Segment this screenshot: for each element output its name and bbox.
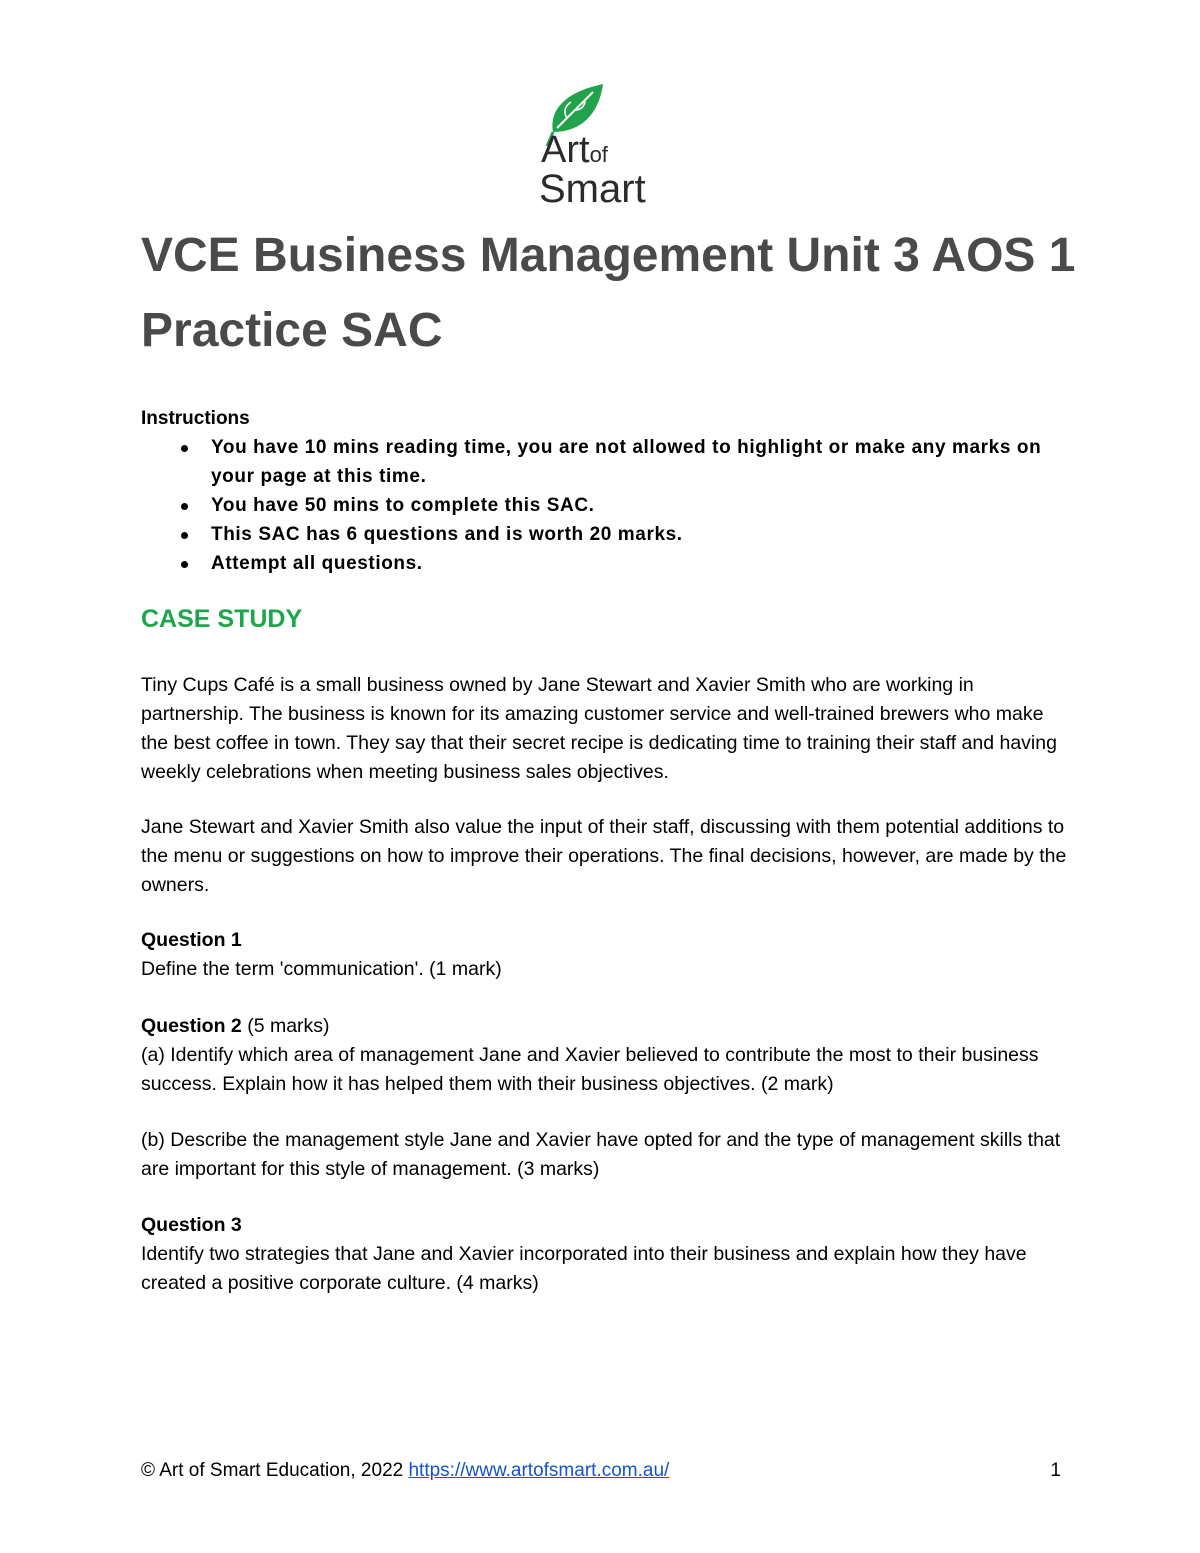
- instructions-list: [141, 433, 1071, 578]
- case-study-paragraph-2: [141, 813, 1071, 900]
- logo-line2: Smart: [539, 167, 646, 210]
- logo-line1: Artof: [541, 129, 608, 171]
- question-3: [141, 1211, 1071, 1298]
- question-2-part-a: (a) Identify which area of management Jane and Xavier believed to contribute the most to their business success. Explain how it has helped them with their business objectives. (2 mark): [141, 1044, 1039, 1095]
- question-2b: [141, 1126, 1071, 1184]
- case-study-text: Tiny Cups Café is a small business owned by Jane Stewart and Xavier Smith who are working in partnership. The business is known for its amazing customer service and well-trained brewers who make the best coffee in town. They say that their secret recipe is dedicating time to training their staff and having weekly celebrations when meeting business sales objectives.: [141, 674, 1057, 783]
- page-footer: [141, 1457, 1061, 1485]
- page-number: 1: [1050, 1460, 1061, 1481]
- footer-website-link[interactable]: https://www.artofsmart.com.au/: [408, 1460, 670, 1481]
- question-2-part-b: (b) Describe the management style Jane and Xavier have opted for and the type of management skills that are important for this style of management. (3 marks): [141, 1129, 1061, 1180]
- question-3-title: Question 3: [141, 1214, 242, 1236]
- question-2-title: Question 2: [141, 1015, 242, 1037]
- question-1-text: Define the term 'communication'. (1 mark): [141, 958, 502, 980]
- art-of-smart-logo: [535, 80, 670, 210]
- instructions-heading: Instructions: [141, 408, 250, 429]
- instructions-section: [141, 405, 1071, 578]
- footer-copyright: © Art of Smart Education, 2022: [141, 1460, 409, 1481]
- instruction-item: You have 10 mins reading time, you are not allowed to highlight or make any marks on your page at this time.: [181, 433, 1071, 491]
- instruction-item: You have 50 mins to complete this SAC.: [181, 491, 1071, 520]
- case-study-heading: CASE STUDY: [141, 605, 303, 633]
- instruction-item: Attempt all questions.: [181, 549, 1071, 578]
- case-study-text: Jane Stewart and Xavier Smith also value the input of their staff, discussing with them potential additions to the menu or suggestions on how to improve their operations. The final decisions, however, are made by the owners.: [141, 816, 1067, 896]
- question-1-title: Question 1: [141, 929, 242, 951]
- case-study-paragraph-1: [141, 671, 1071, 787]
- question-2: [141, 1012, 1071, 1099]
- question-3-text: Identify two strategies that Jane and Xavier incorporated into their business and explain how they have created a positive corporate culture. (4 marks): [141, 1243, 1027, 1294]
- question-2-marks: (5 marks): [241, 1015, 330, 1037]
- question-1: [141, 926, 1071, 984]
- instruction-item: This SAC has 6 questions and is worth 20 marks.: [181, 520, 1071, 549]
- page-title: VCE Business Management Unit 3 AOS 1 Practice SAC: [141, 229, 1076, 357]
